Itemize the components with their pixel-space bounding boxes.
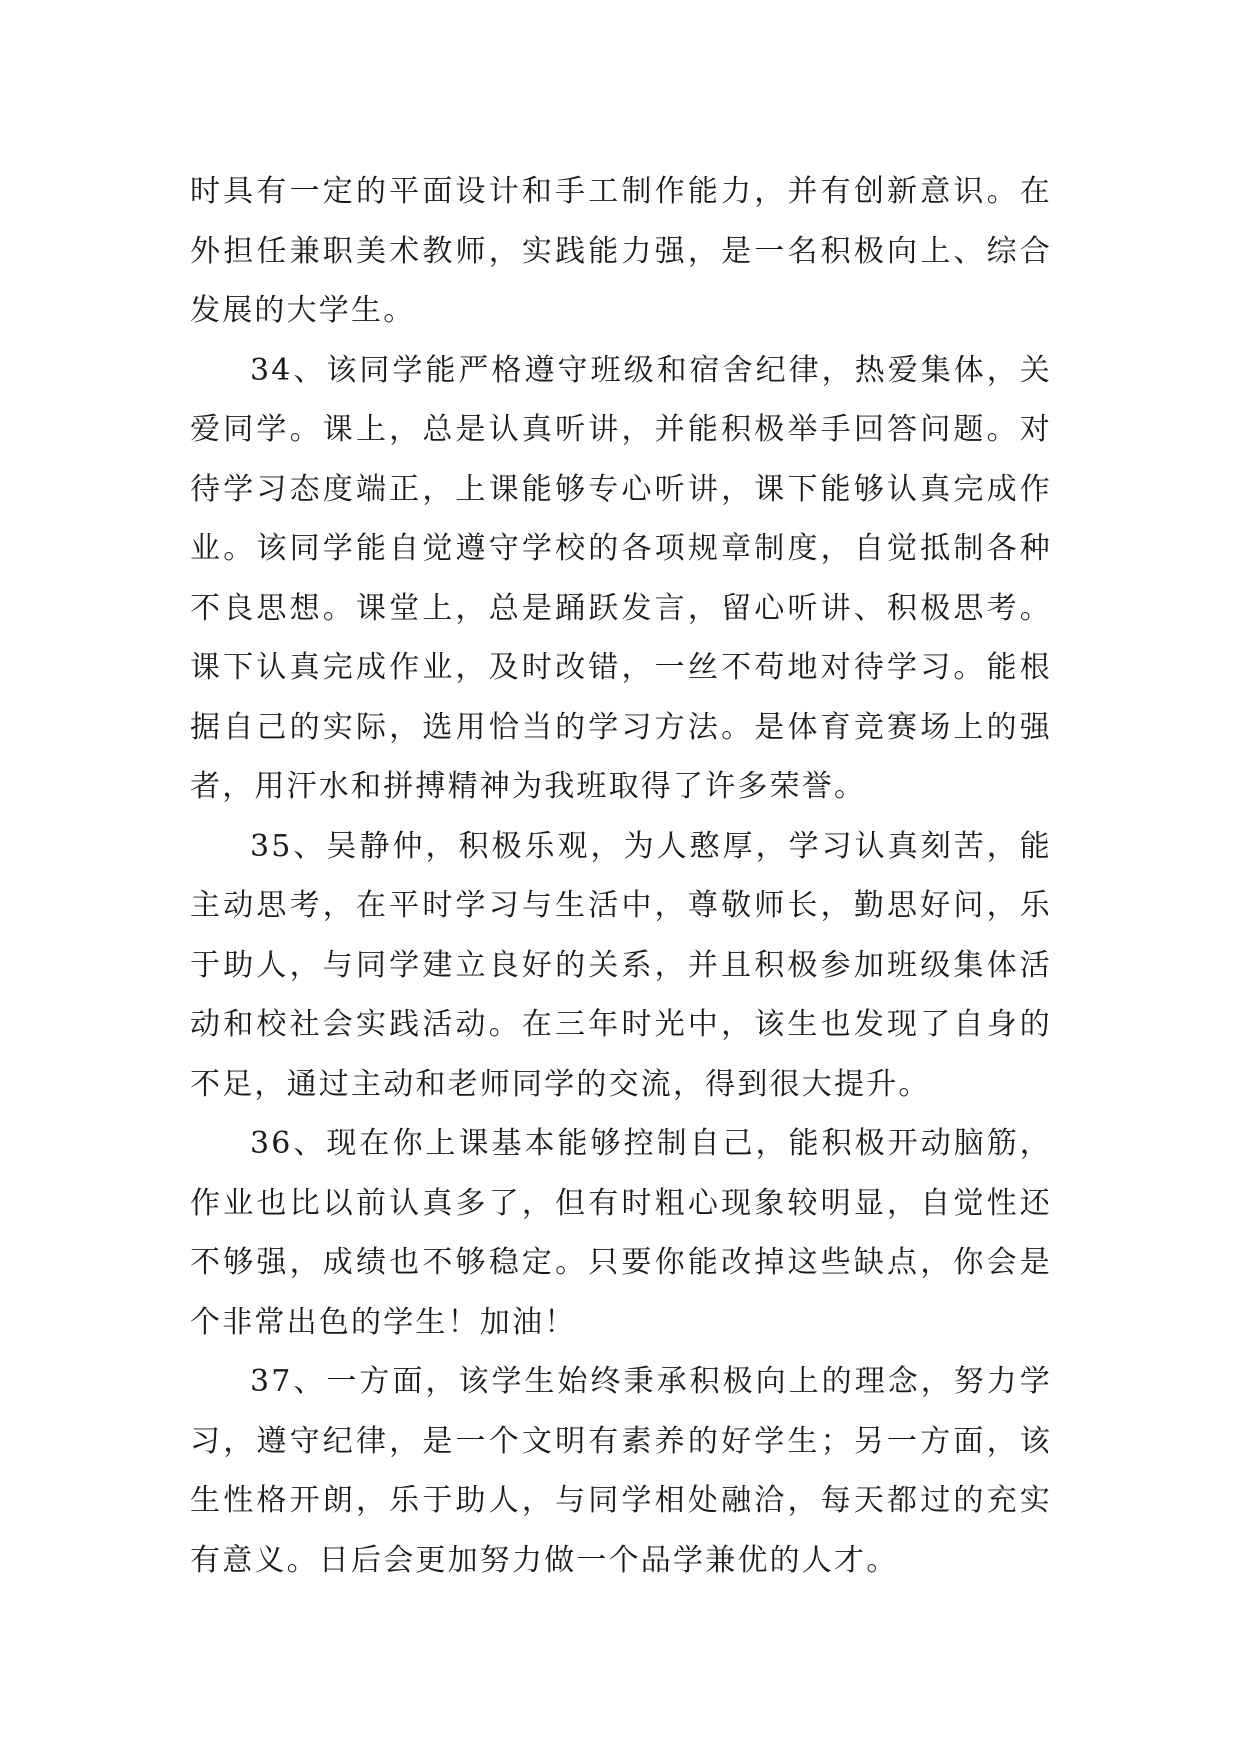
paragraph-continuation: 时具有一定的平面设计和手工制作能力，并有创新意识。在外担任兼职美术教师，实践能力强，是一名积极向上、综合发展的大学生。 — [190, 174, 1052, 328]
paragraph-item-36: 36、现在你上课基本能够控制自己，能积极开动脑筋，作业也比以前认真多了，但有时粗心现象较明显，自觉性还不够强，成绩也不够稳定。只要你能改掉这些缺点，你会是个非常出色的学生！加油！ — [190, 1126, 1052, 1340]
paragraph-item-34: 34、该同学能严格遵守班级和宿舍纪律，热爱集体，关爱同学。课上，总是认真听讲，并能积极举手回答问题。对待学习态度端正，上课能够专心听讲，课下能够认真完成作业。该同学能自觉遵守学校的各项规章制度，自觉抵制各种不良思想。课堂上，总是踊跃发言，留心听讲、积极思考。课下认真完成作业，及时改错，一丝不苟地对待学习。能根据自己的实际，选用恰当的学习方法。是体育竞赛场上的强者，用汗水和拼搏精神为我班取得了许多荣誉。 — [190, 352, 1052, 804]
paragraph-item-35: 35、吴静仲，积极乐观，为人憨厚，学习认真刻苦，能主动思考，在平时学习与生活中，尊敬师长，勤思好问，乐于助人，与同学建立良好的关系，并且积极参加班级集体活动和校社会实践活动。在三年时光中，该生也发现了自身的不足，通过主动和老师同学的交流，得到很大提升。 — [190, 828, 1052, 1102]
document-body — [190, 162, 1052, 1590]
paragraph-item-37: 37、一方面，该学生始终秉承积极向上的理念，努力学习，遵守纪律，是一个文明有素养的好学生；另一方面，该生性格开朗，乐于助人，与同学相处融洽，每天都过的充实有意义。日后会更加努力做一个品学兼优的人才。 — [190, 1364, 1052, 1578]
